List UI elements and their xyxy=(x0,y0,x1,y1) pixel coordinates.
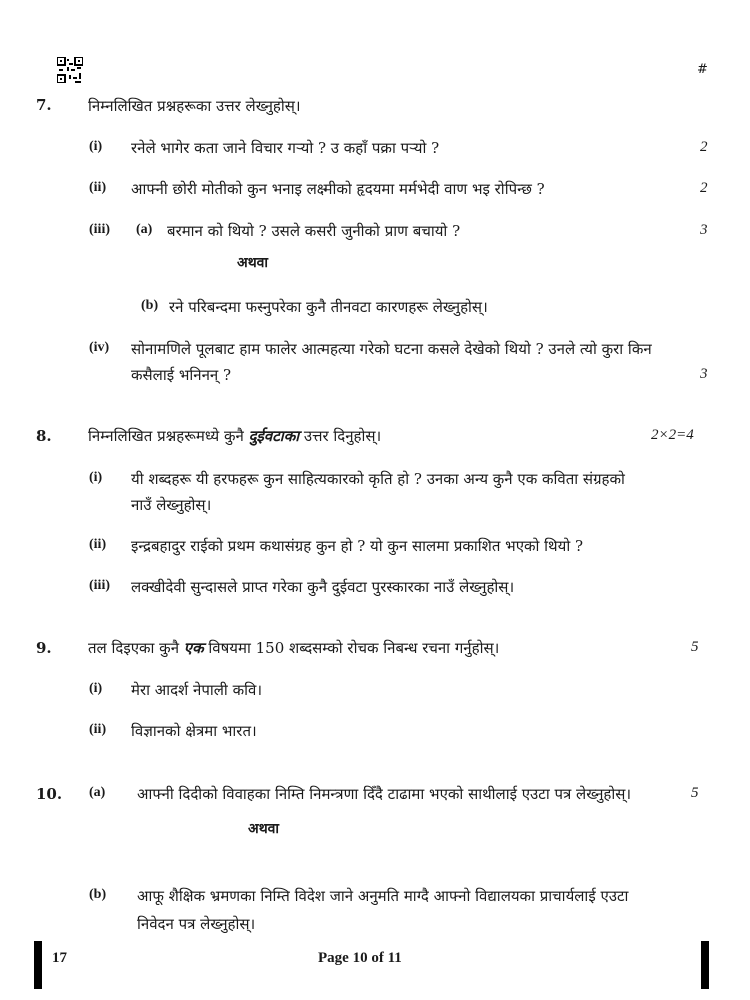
q10-b-line2: निवेदन पत्र लेख्नुहोस्। xyxy=(137,915,256,933)
q7-iii-b-text: रने परिबन्दमा फस्नुपरेका कुनै तीनवटा कारणहरू लेख्नुहोस्। xyxy=(169,298,488,316)
q7-iv-line2: कसैलाई भनिनन् ? xyxy=(131,366,232,384)
q7-iii-a-label: (a) xyxy=(136,222,153,237)
q9-ii-text: विज्ञानको क्षेत्रमा भारत। xyxy=(131,722,257,740)
q7-iii-b-label: (b) xyxy=(141,298,159,313)
q9-number: 9. xyxy=(36,639,52,657)
q8-i-line2: नाउँ लेख्नुहोस्। xyxy=(131,496,212,514)
q10-b-line1: आफू शैक्षिक भ्रमणका निम्ति विदेश जाने अनुमति माग्दै आफ्नो विद्यालयका प्राचार्यलाई एउटा xyxy=(137,887,629,905)
q10-number: 10. xyxy=(36,785,63,803)
q8-ii-text: इन्द्रबहादुर राईको प्रथम कथासंग्रह कुन हो ? यो कुन सालमा प्रकाशित भएको थियो ? xyxy=(131,537,584,555)
q10-a-label: (a) xyxy=(89,785,106,800)
q10-or-heading: अथवा xyxy=(248,821,280,837)
q8-ii-label: (ii) xyxy=(89,537,107,552)
q8-iii-text: लक्खीदेवी सुन्दासले प्राप्त गरेका कुनै दुईवटा पुरस्कारका नाउँ लेख्नुहोस्। xyxy=(131,578,515,596)
footer-left-bar xyxy=(34,941,42,989)
q7-iii-label: (iii) xyxy=(89,222,110,237)
qr-code-icon xyxy=(57,57,83,83)
q8-i-line1: यी शब्दहरू यी हरफहरू कुन साहित्यकारको कृति हो ? उनका अन्य कुनै एक कविता संग्रहको xyxy=(131,470,625,488)
q7-iv-label: (iv) xyxy=(89,340,110,355)
q7-iii-a-text: बरमान को थियो ? उसले कसरी जुनीको प्राण बचायो ? xyxy=(167,222,461,240)
q8-number: 8. xyxy=(36,427,52,445)
q10-a-text: आफ्नी दिदीको विवाहका निम्ति निमन्त्रणा दिँदै टाढामा भएको साथीलाई एउटा पत्र लेख्नुहोस्। xyxy=(137,785,632,803)
q7-i-text: रनेले भागेर कता जाने विचार गऱ्यो ? उ कहाँ पक्रा पऱ्यो ? xyxy=(131,139,440,157)
q9-ii-label: (ii) xyxy=(89,722,107,737)
footer-code: 17 xyxy=(52,950,67,966)
q9-marks: 5 xyxy=(691,639,699,655)
q9-stem: तल दिइएका कुनै एक विषयमा 150 शब्दसम्को रोचक निबन्ध रचना गर्नुहोस्। xyxy=(88,639,500,657)
q8-iii-label: (iii) xyxy=(89,578,110,593)
q7-iv-line1: सोनामणिले पूलबाट हाम फालेर आत्महत्या गरेको घटना कसले देखेको थियो ? उनले त्यो कुरा किन xyxy=(131,340,652,358)
q9-i-label: (i) xyxy=(89,681,103,696)
q8-marks: 2×2=4 xyxy=(651,427,694,443)
footer-page-number: Page 10 of 11 xyxy=(318,950,402,966)
q8-i-label: (i) xyxy=(89,470,103,485)
q10-b-label: (b) xyxy=(89,887,107,902)
q7-ii-marks: 2 xyxy=(700,180,708,196)
q10-marks: 5 xyxy=(691,785,699,801)
q7-i-marks: 2 xyxy=(700,139,708,155)
page-marker: # xyxy=(697,62,708,77)
footer-right-bar xyxy=(701,941,709,989)
q7-or-heading: अथवा xyxy=(237,255,269,271)
q8-stem: निम्नलिखित प्रश्नहरूमध्ये कुनै दुईवटाका उत्तर दिनुहोस्। xyxy=(88,427,382,445)
q7-ii-label: (ii) xyxy=(89,180,107,195)
q7-iii-marks: 3 xyxy=(700,222,708,238)
q7-stem: निम्नलिखित प्रश्नहरूका उत्तर लेख्नुहोस्। xyxy=(88,97,301,115)
q7-ii-text: आफ्नी छोरी मोतीको कुन भनाइ लक्ष्मीको हृदयमा मर्मभेदी वाण भइ रोपिन्छ ? xyxy=(131,180,545,198)
q7-number: 7. xyxy=(36,96,52,114)
q7-i-label: (i) xyxy=(89,139,103,154)
q7-iv-marks: 3 xyxy=(700,366,708,382)
q9-i-text: मेरा आदर्श नेपाली कवि। xyxy=(131,681,263,699)
